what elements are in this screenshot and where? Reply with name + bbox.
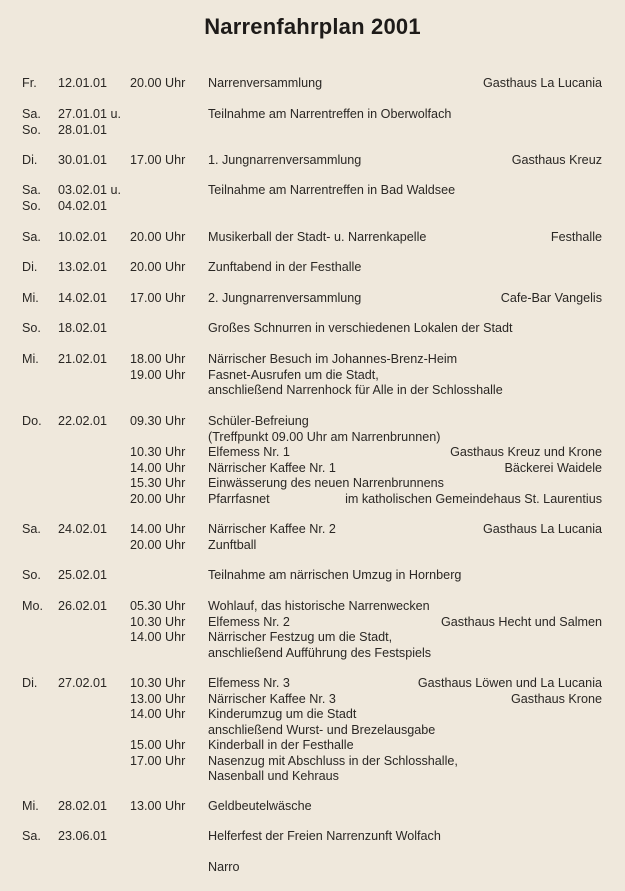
- event-title: Teilnahme am närrischen Umzug in Hornberg: [208, 568, 462, 582]
- entry-events: [130, 260, 602, 276]
- entry-date: [58, 568, 138, 584]
- entry-date: [58, 321, 138, 337]
- event-time: 20.00 Uhr: [130, 491, 186, 506]
- date-label: 28.01.01: [58, 122, 108, 137]
- entry-date: [58, 599, 138, 615]
- event-location: Gasthaus Krone: [510, 691, 602, 706]
- event-location: Gasthaus La Lucania: [482, 522, 602, 536]
- weekday-label: Sa.: [22, 829, 41, 843]
- event-title: Pfarrfasnet: [208, 491, 270, 506]
- event-title: Fasnet-Ausrufen um die Stadt,: [208, 367, 379, 382]
- date-label: 10.02.01: [58, 230, 108, 244]
- entry-date: [58, 76, 138, 92]
- event-location: Gasthaus La Lucania: [482, 76, 602, 90]
- weekday-label: So.: [22, 122, 41, 137]
- entry-events: [130, 183, 602, 199]
- entry-day: [22, 260, 56, 276]
- entry-day: [22, 76, 56, 92]
- date-label: 22.02.01: [58, 414, 108, 428]
- weekday-label: Mi.: [22, 291, 39, 305]
- event-title: Teilnahme am Narrentreffen in Oberwolfach: [208, 107, 452, 121]
- event-row: [130, 769, 602, 785]
- entry-date: [58, 829, 138, 845]
- event-location: Bäckerei Waidele: [504, 460, 602, 475]
- date-label: 27.02.01: [58, 676, 108, 690]
- date-label: 18.02.01: [58, 321, 108, 335]
- weekday-label: So.: [22, 198, 41, 213]
- event-location: Gasthaus Kreuz und Krone: [450, 445, 602, 459]
- event-row: [130, 538, 602, 554]
- weekday-label: So.: [22, 568, 41, 582]
- entry-date: [58, 676, 138, 692]
- event-row: [130, 461, 602, 477]
- event-row: [130, 646, 602, 662]
- event-time: 15.30 Uhr: [130, 476, 186, 490]
- event-location: Gasthaus Kreuz: [511, 153, 602, 167]
- event-time: 13.00 Uhr: [130, 691, 186, 706]
- date-label: 03.02.01 u.: [58, 183, 122, 197]
- entry-events: [130, 676, 602, 785]
- entry-date: [58, 260, 138, 276]
- event-row: [130, 352, 602, 368]
- event-title: Närrischer Kaffee Nr. 1: [208, 460, 336, 475]
- event-time: 20.00 Uhr: [130, 260, 186, 274]
- event-location: im katholischen Gemeindehaus St. Laurentius: [345, 491, 602, 506]
- event-title: Närrischer Festzug um die Stadt,: [208, 630, 393, 644]
- entry-events: [130, 568, 602, 584]
- date-label: 30.01.01: [58, 153, 108, 167]
- event-time: 18.00 Uhr: [130, 352, 186, 366]
- event-row: [130, 599, 602, 615]
- date-label: 13.02.01: [58, 260, 108, 274]
- entry-events: [130, 153, 602, 169]
- event-time: 14.00 Uhr: [130, 522, 186, 536]
- event-title: Närrischer Kaffee Nr. 3: [208, 691, 336, 706]
- event-row: [130, 676, 602, 692]
- event-location: Festhalle: [550, 230, 602, 244]
- event-time: 13.00 Uhr: [130, 799, 186, 813]
- event-title: Schüler-Befreiung: [208, 414, 309, 428]
- entry-day: [22, 352, 56, 368]
- event-title: Närrischer Besuch im Johannes-Brenz-Heim: [208, 352, 458, 366]
- signoff: Narro: [208, 860, 240, 874]
- event-title: Geldbeutelwäsche: [208, 799, 312, 813]
- event-title: Elfemess Nr. 3: [208, 676, 290, 690]
- entry-date: [58, 230, 138, 246]
- entry-events: [130, 799, 602, 815]
- weekday-label: Mi.: [22, 799, 39, 813]
- event-title: 2. Jungnarrenversammlung: [208, 291, 362, 305]
- entry-date: [58, 291, 138, 307]
- event-row: [130, 476, 602, 492]
- entry-day: [22, 291, 56, 307]
- event-location: Cafe-Bar Vangelis: [500, 291, 602, 305]
- entry-events: [130, 76, 602, 92]
- event-row: [130, 723, 602, 739]
- event-row: [130, 692, 602, 708]
- event-row: [130, 445, 602, 461]
- entry-day: [22, 676, 56, 692]
- event-time: 14.00 Uhr: [130, 707, 186, 721]
- weekday-label: Di.: [22, 676, 38, 690]
- date-label: 26.02.01: [58, 599, 108, 613]
- event-time: 17.00 Uhr: [130, 291, 186, 305]
- event-title: Zunftball: [208, 537, 257, 552]
- event-row: [130, 260, 602, 276]
- weekday-label: So.: [22, 321, 41, 335]
- event-location: Gasthaus Hecht und Salmen: [440, 614, 602, 629]
- event-row: [130, 368, 602, 384]
- date-label: 28.02.01: [58, 799, 108, 813]
- event-row: [130, 321, 602, 337]
- weekday-label: Sa.: [22, 107, 41, 121]
- entry-day: [22, 522, 56, 538]
- event-title: Närrischer Kaffee Nr. 2: [208, 522, 336, 536]
- event-time: 17.00 Uhr: [130, 753, 186, 768]
- event-time: 10.30 Uhr: [130, 676, 186, 690]
- event-title: Elfemess Nr. 2: [208, 614, 290, 629]
- event-row: [130, 738, 602, 754]
- event-title: Teilnahme am Narrentreffen in Bad Waldsee: [208, 183, 456, 197]
- date-label: 25.02.01: [58, 568, 108, 582]
- event-row: [130, 522, 602, 538]
- weekday-label: Sa.: [22, 230, 41, 244]
- event-row: [130, 430, 602, 446]
- event-title: Helferfest der Freien Narrenzunft Wolfach: [208, 829, 441, 843]
- entry-day: [22, 568, 56, 584]
- event-title: Nasenball und Kehraus: [208, 769, 339, 783]
- entry-date: [58, 183, 138, 214]
- event-title: Nasenzug mit Abschluss in der Schlosshalle,: [208, 753, 458, 768]
- event-time: 20.00 Uhr: [130, 230, 186, 244]
- event-time: 05.30 Uhr: [130, 599, 186, 613]
- weekday-label: Sa.: [22, 183, 41, 197]
- date-label: 21.02.01: [58, 352, 108, 366]
- entry-events: [130, 230, 602, 246]
- event-time: 20.00 Uhr: [130, 537, 186, 552]
- weekday-label: Sa.: [22, 522, 41, 536]
- entry-events: [130, 107, 602, 123]
- event-row: [130, 492, 602, 508]
- entry-day: [22, 321, 56, 337]
- event-title: Einwässerung des neuen Narrenbrunnens: [208, 476, 444, 490]
- event-time: 14.00 Uhr: [130, 630, 186, 644]
- event-location: Gasthaus Löwen und La Lucania: [417, 676, 602, 690]
- event-time: 10.30 Uhr: [130, 614, 186, 629]
- event-row: [130, 414, 602, 430]
- entry-events: [130, 321, 602, 337]
- event-title: Kinderumzug um die Stadt: [208, 707, 357, 721]
- event-time: 14.00 Uhr: [130, 460, 186, 475]
- event-time: 15.00 Uhr: [130, 738, 186, 752]
- entry-events: [130, 599, 602, 661]
- event-title: Musikerball der Stadt- u. Narrenkapelle: [208, 230, 427, 244]
- event-row: [130, 615, 602, 631]
- event-title: Narrenversammlung: [208, 76, 323, 90]
- entry-day: [22, 107, 56, 138]
- event-title: Elfemess Nr. 1: [208, 445, 290, 459]
- event-title: Kinderball in der Festhalle: [208, 738, 354, 752]
- event-row: [130, 76, 602, 92]
- entry-date: [58, 522, 138, 538]
- weekday-label: Di.: [22, 260, 38, 274]
- weekday-label: Di.: [22, 153, 38, 167]
- event-time: 09.30 Uhr: [130, 414, 186, 428]
- entry-date: [58, 107, 138, 138]
- event-time: 10.30 Uhr: [130, 445, 186, 459]
- entry-events: [130, 829, 602, 845]
- event-row: [130, 630, 602, 646]
- date-label: 23.06.01: [58, 829, 108, 843]
- page-title: Narrenfahrplan 2001: [204, 14, 421, 39]
- event-row: [130, 754, 602, 770]
- weekday-label: Mo.: [22, 599, 43, 613]
- entry-date: [58, 352, 138, 368]
- event-title: anschließend Narrenhock für Alle in der Schlosshalle: [208, 383, 503, 397]
- event-title: anschließend Wurst- und Brezelausgabe: [208, 722, 436, 737]
- event-title: 1. Jungnarrenversammlung: [208, 153, 362, 167]
- entry-events: [130, 291, 602, 307]
- entry-day: [22, 799, 56, 815]
- weekday-label: Do.: [22, 414, 42, 428]
- date-label: 14.02.01: [58, 291, 108, 305]
- event-row: [130, 230, 602, 246]
- event-row: [130, 107, 602, 123]
- entry-day: [22, 414, 56, 430]
- entry-date: [58, 153, 138, 169]
- event-time: 19.00 Uhr: [130, 367, 186, 382]
- weekday-label: Mi.: [22, 352, 39, 366]
- event-time: 20.00 Uhr: [130, 76, 186, 90]
- entry-events: [130, 352, 602, 399]
- event-title: anschließend Aufführung des Festspiels: [208, 645, 432, 660]
- weekday-label: Fr.: [22, 76, 37, 90]
- entry-day: [22, 183, 56, 214]
- event-row: [130, 383, 602, 399]
- entry-events: [130, 522, 602, 553]
- event-row: [130, 183, 602, 199]
- entry-day: [22, 230, 56, 246]
- entry-day: [22, 599, 56, 615]
- date-label: 27.01.01 u.: [58, 107, 122, 121]
- event-title: (Treffpunkt 09.00 Uhr am Narrenbrunnen): [208, 429, 441, 444]
- event-title: Zunftabend in der Festhalle: [208, 260, 362, 274]
- event-row: [130, 707, 602, 723]
- entry-date: [58, 414, 138, 430]
- event-row: [130, 799, 602, 815]
- entry-date: [58, 799, 138, 815]
- event-title: Großes Schnurren in verschiedenen Lokalen der Stadt: [208, 321, 513, 335]
- entry-events: [130, 414, 602, 507]
- event-row: [130, 153, 602, 169]
- entry-day: [22, 829, 56, 845]
- event-time: 17.00 Uhr: [130, 153, 186, 167]
- event-row: [130, 829, 602, 845]
- date-label: 04.02.01: [58, 198, 108, 213]
- date-label: 24.02.01: [58, 522, 108, 536]
- event-row: [130, 291, 602, 307]
- event-title: Wohlauf, das historische Narrenwecken: [208, 599, 430, 613]
- date-label: 12.01.01: [58, 76, 108, 90]
- event-row: [130, 568, 602, 584]
- entry-day: [22, 153, 56, 169]
